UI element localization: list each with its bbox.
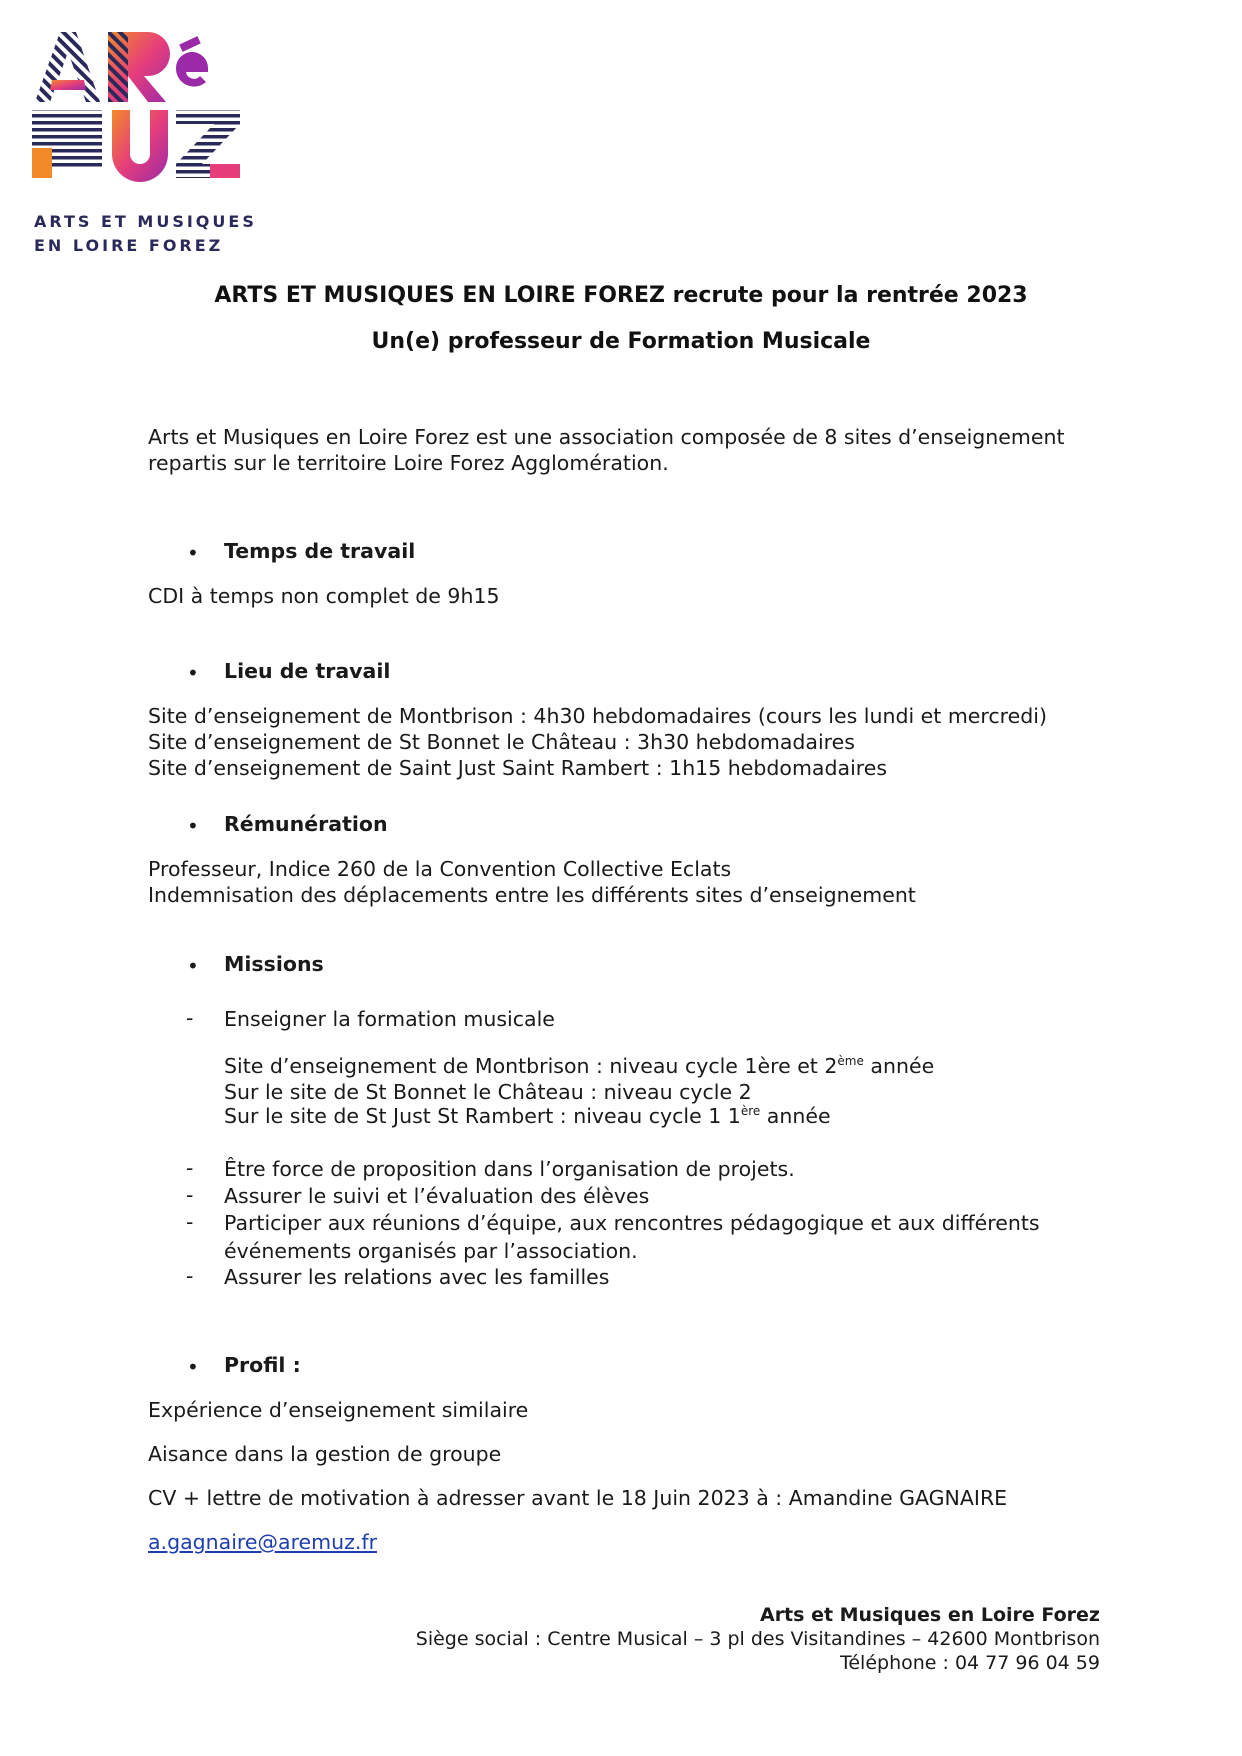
logo-subtitle-line1: ARTS ET MUSIQUES <box>34 212 257 231</box>
aremuz-logo <box>30 30 270 270</box>
logo-mark <box>30 30 270 200</box>
mission-item-2: Être force de proposition dans l’organisation de projets. <box>224 1157 795 1181</box>
lieu-line-1: Site d’enseignement de Montbrison : 4h30 hebdomadaires (cours les lundi et mercredi) <box>148 704 1047 728</box>
heading-temps-de-travail: Temps de travail <box>224 539 416 563</box>
contact-email-row <box>148 1529 377 1555</box>
superscript: ème <box>837 1054 864 1068</box>
letter-a <box>35 32 100 102</box>
heading-remuneration: Rémunération <box>224 812 388 836</box>
bullet-icon: • <box>187 954 199 978</box>
footer-phone: Téléphone : 04 77 96 04 59 <box>839 1652 1100 1674</box>
bullet-icon: • <box>187 1355 199 1379</box>
heading-profil: Profil : <box>224 1353 301 1377</box>
mission-sub-2: Sur le site de St Bonnet le Château : niveau cycle 2 <box>224 1080 752 1104</box>
lieu-line-3: Site d’enseignement de Saint Just Saint Rambert : 1h15 hebdomadaires <box>148 756 888 780</box>
dash-marker: - <box>186 1183 194 1207</box>
bullet-icon: • <box>187 541 199 565</box>
mission-item-4: Participer aux réunions d’équipe, aux rencontres pédagogique et aux différents <box>224 1211 1040 1235</box>
dash-marker: - <box>186 1264 194 1288</box>
intro-line-1: Arts et Musiques en Loire Forez est une association composée de 8 sites d’enseignement <box>148 425 1065 449</box>
dash-marker: - <box>186 1210 194 1234</box>
contact-email-link[interactable]: a.gagnaire@aremuz.fr <box>148 1530 378 1554</box>
mission-sub-1-end: année <box>863 1054 935 1078</box>
mission-sub-3-text: Sur le site de St Just St Rambert : niveau cycle 1 1 <box>224 1104 741 1128</box>
mission-item-4-cont: événements organisés par l’association. <box>224 1239 638 1263</box>
superscript: ère <box>740 1104 761 1118</box>
profil-line-3: CV + lettre de motivation à adresser avant le 18 Juin 2023 à : Amandine GAGNAIRE <box>148 1486 1008 1510</box>
footer-address: Siège social : Centre Musical – 3 pl des Visitandines – 42600 Montbrison <box>415 1628 1100 1650</box>
footer <box>416 1603 1100 1675</box>
dash-marker: - <box>186 1006 194 1030</box>
letter-u <box>112 110 168 182</box>
page-title: ARTS ET MUSIQUES EN LOIRE FOREZ recrute pour la rentrée 2023 <box>214 283 1028 308</box>
remuneration-line-1: Professeur, Indice 260 de la Convention Collective Eclats <box>148 857 732 881</box>
mission-sub-1 <box>224 1053 934 1079</box>
footer-org-name: Arts et Musiques en Loire Forez <box>759 1604 1100 1626</box>
profil-line-1: Expérience d’enseignement similaire <box>148 1398 529 1422</box>
profil-line-2: Aisance dans la gestion de groupe <box>148 1442 502 1466</box>
intro-line-2: repartis sur le territoire Loire Forez Agglomération. <box>148 451 669 475</box>
heading-lieu-de-travail: Lieu de travail <box>224 659 391 683</box>
remuneration-line-2: Indemnisation des déplacements entre les différents sites d’enseignement <box>148 883 916 907</box>
heading-missions: Missions <box>224 952 324 976</box>
lieu-line-2: Site d’enseignement de St Bonnet le Château : 3h30 hebdomadaires <box>148 730 855 754</box>
logo-subtitle-line2: EN LOIRE FOREZ <box>34 236 224 255</box>
bullet-icon: • <box>187 814 199 838</box>
mission-sub-3-end: année <box>760 1104 831 1128</box>
bullet-icon: • <box>187 661 199 685</box>
letter-e <box>176 52 208 87</box>
mission-item-3: Assurer le suivi et l’évaluation des élèves <box>224 1184 650 1208</box>
mission-sub-3 <box>224 1103 831 1129</box>
mission-sub-1-text: Site d’enseignement de Montbrison : niveau cycle 1ère et 2 <box>224 1054 838 1078</box>
mission-item-1: Enseigner la formation musicale <box>224 1007 555 1031</box>
dash-marker: - <box>186 1156 194 1180</box>
temps-line: CDI à temps non complet de 9h15 <box>148 584 500 608</box>
mission-item-5: Assurer les relations avec les familles <box>224 1265 610 1289</box>
job-title: Un(e) professeur de Formation Musicale <box>371 329 871 354</box>
